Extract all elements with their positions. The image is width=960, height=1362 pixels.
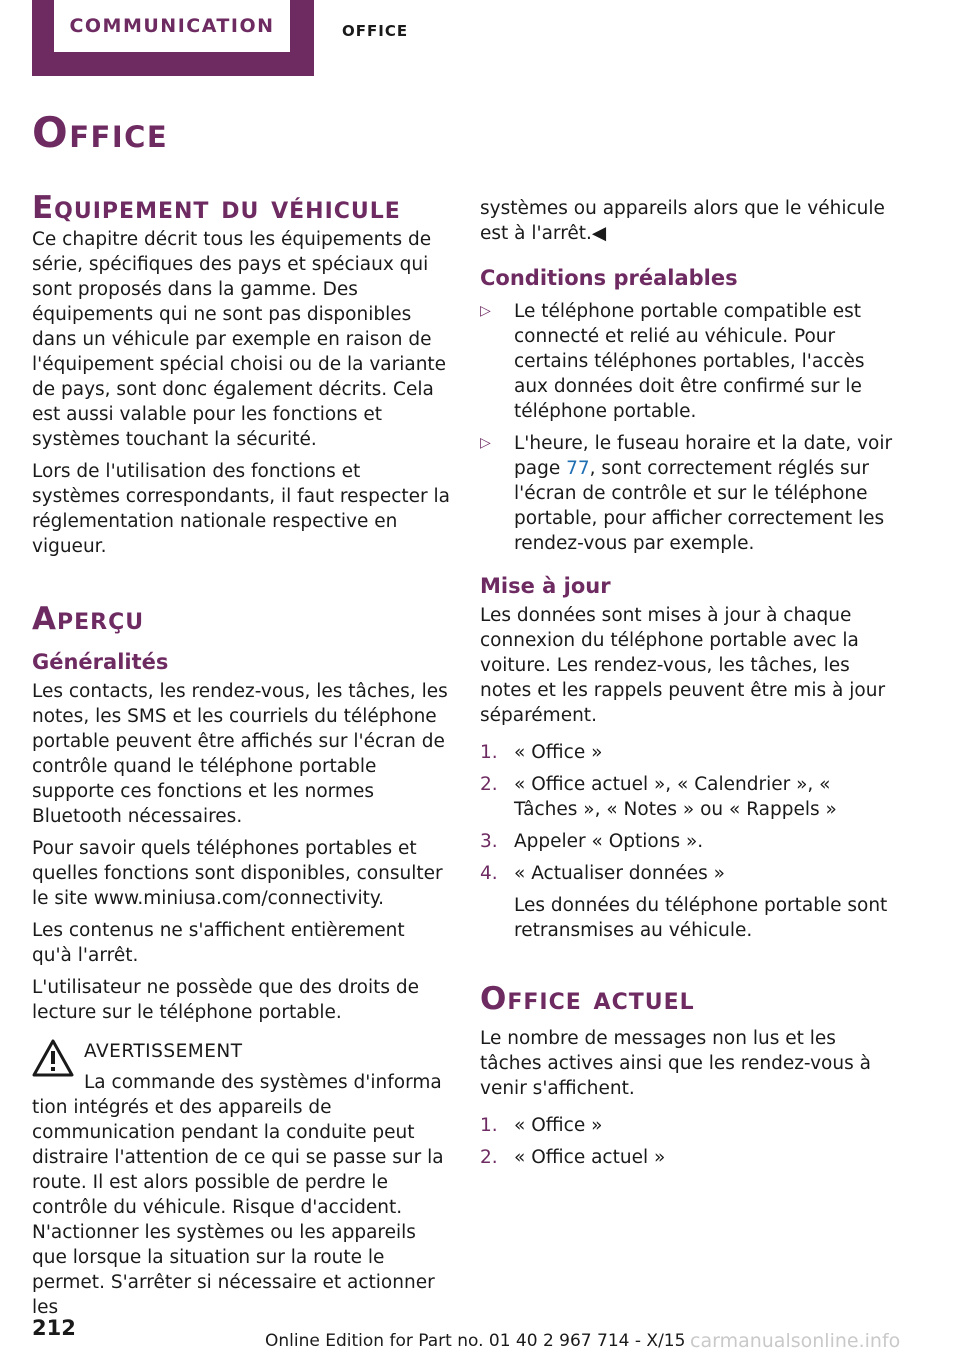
subsection-title-generalites: Généralités <box>32 650 169 674</box>
section-title-apercu: Aperçu <box>32 601 145 637</box>
subsection-title-conditions: Conditions préalables <box>480 266 738 290</box>
page-link[interactable]: 77 <box>566 458 590 479</box>
paragraph: Pour savoir quels téléphones portables et quelles fonctions sont disponibles, consulter le site www.miniusa.com/connectivity. <box>32 838 443 909</box>
warning-text: tion intégrés et des appareils de communication pendant la conduite peut distraire l'attention de ce qui se passe sur la route. Il est alors possible de perdre le contrôle du véhicule. Risque d'accident. N'actionner les systèmes ou les appareils que lorsque la situation sur la route le permet. S'arrêter si nécessaire et actionner les <box>32 1097 444 1318</box>
right-column <box>480 196 898 1177</box>
triangle-bullet-icon: ▷ <box>480 435 491 451</box>
section-title-office-actuel: Office actuel <box>480 981 695 1017</box>
paragraph: Lors de l'utilisation des fonctions et systèmes correspondants, il faut respecter la réglementation nationale respective en vigueur. <box>32 461 451 557</box>
conditions-list <box>480 299 898 556</box>
warning-box <box>32 1039 450 1320</box>
page-title: Office <box>32 108 169 157</box>
step-note: Les données du téléphone portable sont retransmises au véhicule. <box>514 895 888 941</box>
paragraph: Les contacts, les rendez-vous, les tâches, les notes, les SMS et les courriels du téléphone portable peuvent être affichés sur l'écran de contrôle quand le téléphone portable supporte ces fonctions et les normes Bluetooth nécessaires. <box>32 681 448 827</box>
office-actuel-steps-list <box>480 1113 898 1170</box>
left-column <box>32 190 451 1320</box>
list-item: 2. « Office actuel » <box>480 1147 666 1168</box>
paragraph: L'utilisateur ne possède que des droits de lecture sur le téléphone portable. <box>32 977 420 1023</box>
paragraph: Les contenus ne s'affichent entièrement qu'à l'arrêt. <box>32 920 405 966</box>
paragraph: Le nombre de messages non lus et les tâches actives ainsi que les rendez-vous à venir s'affichent. <box>480 1028 871 1099</box>
tab-communication[interactable]: COMMUNICATION <box>54 0 290 52</box>
warning-title: AVERTISSEMENT <box>84 1041 243 1062</box>
list-item: 2. « Office actuel », « Calendrier », « Tâches », « Notes » ou « Rappels » <box>480 774 837 820</box>
list-item: 3. Appeler « Options ». <box>480 831 704 852</box>
list-item: ▷ L'heure, le fuseau horaire et la date, voir page 77, sont correctement réglés sur l'écran de contrôle et sur le téléphone portable, pour afficher correctement les rendez-vous par exemple. <box>480 433 893 554</box>
page-number: 212 <box>32 1316 76 1340</box>
paragraph: Les données sont mises à jour à chaque connexion du téléphone portable avec la voiture. Les rendez-vous, les tâches, les notes et les rappels peuvent être mis à jour séparément. <box>480 605 886 726</box>
warning-triangle-icon <box>32 1039 74 1077</box>
header-tab-bar <box>32 0 314 76</box>
list-item: 1. « Office » <box>480 742 603 763</box>
list-item: 4. « Actualiser données » Les données du téléphone portable sont retransmises au véhicule. <box>480 861 898 943</box>
triangle-bullet-icon: ▷ <box>480 303 491 319</box>
subsection-title-mise-a-jour: Mise à jour <box>480 574 611 598</box>
section-title-equipement: Equipement du véhicule <box>32 190 401 226</box>
warning-text-first-line: La commande des systèmes d'informa <box>84 1072 442 1093</box>
tab-office[interactable]: OFFICE <box>342 22 409 40</box>
paragraph: systèmes ou appareils alors que le véhicule est à l'arrêt.◀ <box>480 198 885 244</box>
paragraph: Ce chapitre décrit tous les équipements de série, spécifiques des pays et spéciaux qui sont proposés dans la gamme. Des équipements qui ne sont pas disponibles dans un véhicule par exemple en raison de l'équipement spécial choisi ou de la variante de pays, sont donc également décrits. Cela est aussi valable pour les fonctions et systèmes touchant la sécurité. <box>32 229 447 450</box>
edition-footer: Online Edition for Part no. 01 40 2 967 714 - X/15 <box>265 1331 686 1351</box>
list-item: ▷ Le téléphone portable compatible est connecté et relié au véhicule. Pour certains téléphones portables, l'accès aux données doit être confirmé sur le téléphone portable. <box>480 301 865 422</box>
watermark: carmanualsonline.info <box>690 1330 901 1352</box>
list-item: 1. « Office » <box>480 1115 603 1136</box>
update-steps-list <box>480 740 898 943</box>
